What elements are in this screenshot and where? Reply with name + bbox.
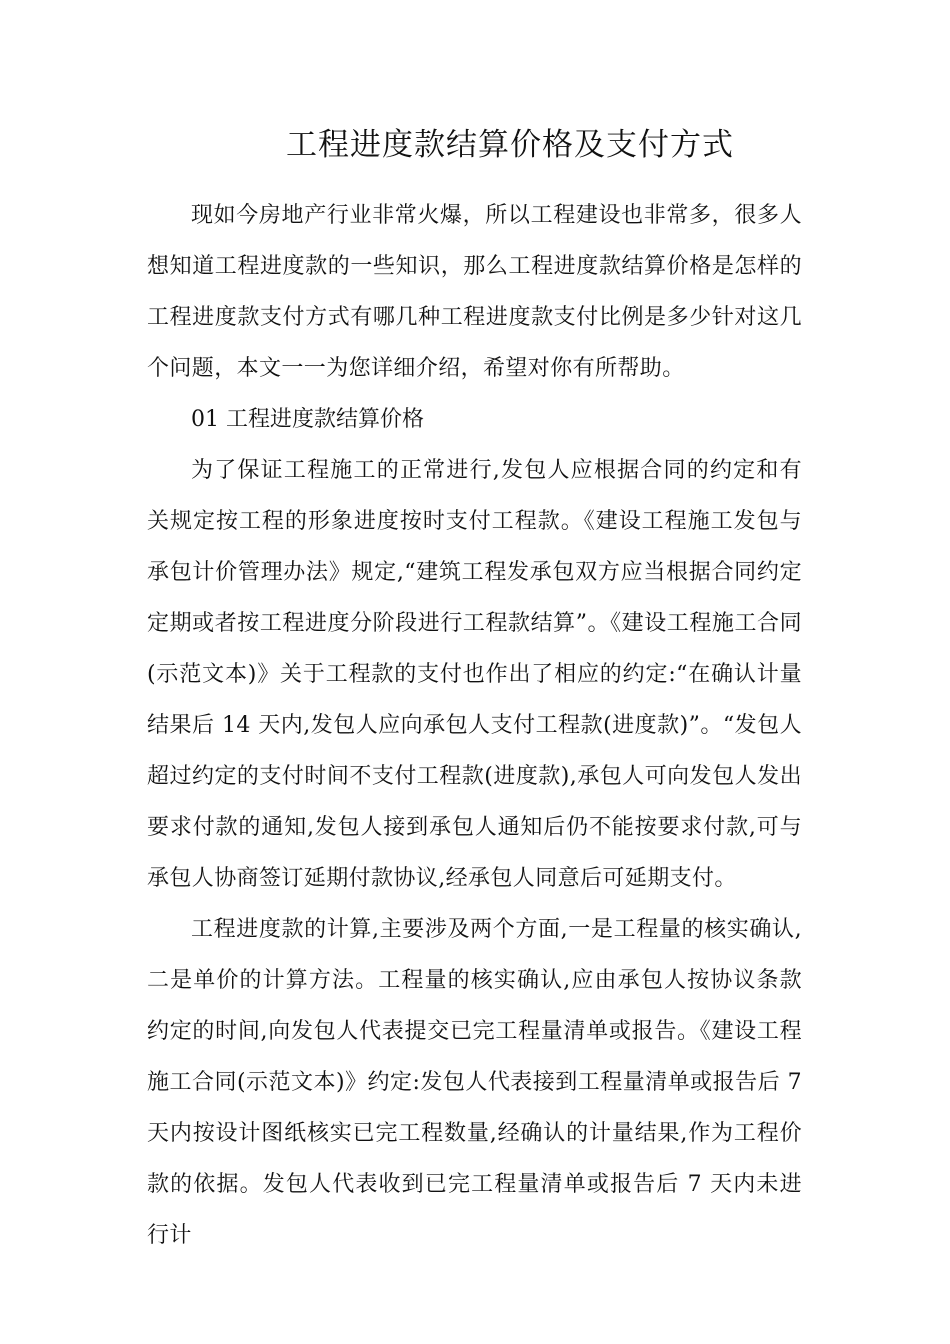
document-body — [147, 190, 802, 1261]
document-title: 工程进度款结算价格及支付方式 — [286, 127, 734, 163]
paragraph-calculation: 工程进度款的计算,主要涉及两个方面,一是工程量的核实确认,二是单价的计算方法。工程量的核实确认,应由承包人按协议条款约定的时间,向发包人代表提交已完工程量清单或报告。《建设工程施工合同(示范文本)》约定:发包人代表接到工程量清单或报告后 7 天内按设计图纸核实已完工程数量,经确认的计量结果,作为工程价款的依据。发包人代表收到已完工程量清单或报告后 7 天内未进行计 — [147, 917, 802, 1248]
section-heading: 01 工程进度款结算价格 — [191, 407, 424, 432]
paragraph-payment-rules: 为了保证工程施工的正常进行,发包人应根据合同的约定和有关规定按工程的形象进度按时支付工程款。《建设工程施工发包与承包计价管理办法》规定,“建筑工程发承包双方应当根据合同约定定期或者按工程进度分阶段进行工程款结算”。《建设工程施工合同(示范文本)》关于工程款的支付也作出了相应的约定:“在确认计量结果后 14 天内,发包人应向承包人支付工程款(进度款)”。“发包人超过约定的支付时间不支付工程款(进度款),承包人可向发包人发出要求付款的通知,发包人接到承包人通知后仍不能按要求付款,可与承包人协商签订延期付款协议,经承包人同意后可延期支付。 — [147, 458, 802, 891]
paragraph-intro: 现如今房地产行业非常火爆，所以工程建设也非常多，很多人想知道工程进度款的一些知识，那么工程进度款结算价格是怎样的工程进度款支付方式有哪几种工程进度款支付比例是多少针对这几个问题，本文一一为您详细介绍，希望对你有所帮助。 — [147, 203, 802, 381]
